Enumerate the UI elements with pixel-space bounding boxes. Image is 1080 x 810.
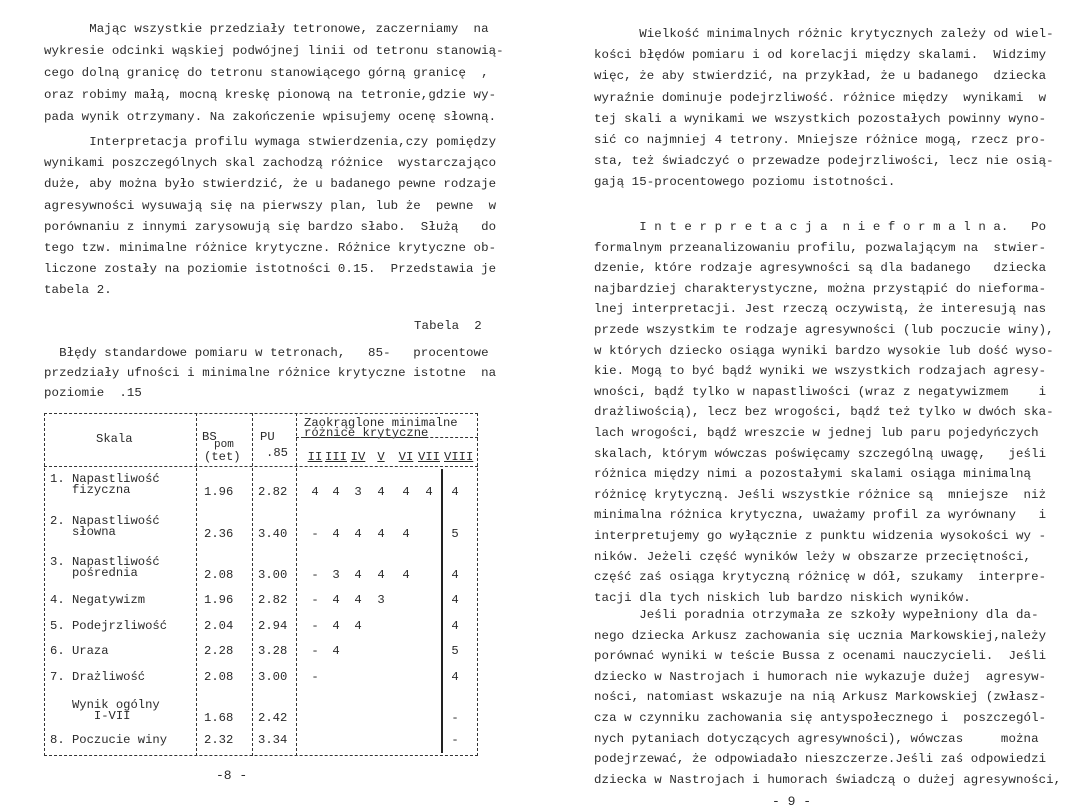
text-line: w których dziecko osiąga wyniki bardzo wysokie lub dość wyso- [594,343,1054,358]
scale-name: 4. Negatywizm [50,593,146,607]
text-line: wności, bądź tylko w napastliwości (wraz z negatywizmem i [594,384,1047,399]
scale-name-continued: słowna [50,525,116,539]
critical-difference: 4 [402,527,410,541]
critical-difference: 3 [354,485,362,499]
diff-column-header: VIII [444,450,474,464]
diff-column-header: VII [418,450,440,464]
scale-name: 1. Napastliwość [50,472,160,486]
header-pu-level: .85 [266,446,288,460]
bs-value: 2.28 [204,644,234,658]
text-line: tacji dla tych niskich lub bardzo niskich wyników. [594,590,971,605]
critical-difference: 4 [332,527,340,541]
text-line: najbardziej charakterystyczne, można przystąpić do nieforma- [594,281,1047,296]
text-line: Mając wszystkie przedziały tetronowe, zaczerniamy na [44,22,489,36]
pu-value: 2.82 [258,593,288,607]
text-line: cego dolną granicę do tetronu stanowiącego górną granicę , [44,66,489,80]
text-line: lnej interpretacji. Jest rzeczą oczywistą, że interesują nas [594,302,1047,317]
diff-column-header: II [307,450,323,464]
header-diff-group-line1: Zaokrąglone minimalne [304,416,458,430]
critical-difference: 4 [425,485,433,499]
col-divider-diffs [296,413,297,756]
critical-difference: 4 [332,593,340,607]
text-line: Błędy standardowe pomiaru w tetronach, 85- procentowe [44,346,489,360]
pu-value: 3.34 [258,733,288,747]
critical-difference-viii: 4 [451,568,459,582]
bs-value: 2.32 [204,733,234,747]
table-2 [44,413,478,756]
page-number: - 9 - [772,794,812,809]
table-top-border [44,413,478,414]
table-left-border [44,413,45,756]
critical-difference: 4 [377,568,385,582]
text-line: Wielkość minimalnych różnic krytycznych zależy od wiel- [594,27,1054,41]
text-line: przede wszystkim te rodzaje agresywności (lub poczucie winy), [594,323,1054,337]
critical-difference: - [311,670,319,684]
bs-value: 1.96 [204,593,234,607]
text-line: sta, też świadczyć o przewadze podejrzliwości, lecz nie osią- [594,154,1054,169]
text-line: sić co najmniej 4 tetrony. Mniejsze różnice mogą, rzecz pro- [594,133,1047,147]
table-bottom-border [44,755,478,756]
text-line: poziomie .15 [44,386,142,400]
text-line: kości błędów pomiaru i od korelacji między skalami. Widzimy [594,48,1047,63]
text-line: różnica między nimi a pozostałymi skalami osiąga minimalną [594,467,1032,482]
pu-value: 2.82 [258,485,288,499]
text-line: wykresie odcinki wąskiej podwójnej linii od tetronu stanowią- [44,44,504,58]
critical-difference: 4 [354,619,362,633]
critical-difference: - [311,527,319,541]
text-line: agresywności wysuwają się na pierwszy plan, lub że pewne w [44,198,497,213]
pu-value: 2.94 [258,619,288,633]
critical-difference: 4 [402,485,410,499]
text-line: przedziały ufności i minimalne różnice krytyczne istotne na [44,366,497,380]
table-label: Tabela 2 [414,319,482,333]
text-line: porównaniu z innymi zarysowują się bardzo słabo. Służą do [44,219,497,234]
scale-name: 6. Uraza [50,644,109,658]
text-line: minimalna różnica krytyczna, uważamy profil za wyrównany i [594,508,1047,523]
page-number: -8 - [216,768,248,783]
text-line: nych pytaniach dotyczących agresywności), wówczas można [594,731,1039,746]
text-line: liczone zostały na poziomie istotności 0.15. Przedstawia je [44,262,497,277]
header-bs: BS [202,430,217,444]
critical-difference-viii: 5 [451,644,459,658]
critical-difference: 4 [377,485,385,499]
critical-difference-viii: 4 [451,670,459,684]
text-line: dziecka w Nastrojach i humorach świadczą o dużej agresywności, [594,772,1062,787]
text-line: ników. Jeżeli część wyników leży w obszarze przeciętności, [594,549,1032,564]
text-line: I n t e r p r e t a c j a n i e f o r m a l n a. Po [594,220,1047,234]
text-line: podejrzewać, że odpowiadało nieszczerze.Jeśli zaś odpowiedzi [594,752,1047,767]
diff-column-header: IV [350,450,366,464]
critical-difference: 4 [332,485,340,499]
bs-value: 2.08 [204,670,234,684]
diff-column-header: VI [398,450,414,464]
text-line: wyraźnie dominuje podejrzliwość. różnice między wynikami w [594,90,1047,105]
text-line: różnicę krytyczną. Jeśli wszystkie różnice są mniejsze niż [594,487,1047,502]
critical-difference: 4 [311,485,319,499]
critical-difference: - [311,644,319,658]
text-line: dzenie, które rodzaje agresywności są dla badanego dziecka [594,261,1047,276]
scale-name: 7. Drażliwość [50,670,146,684]
text-line: formalnym przeanalizowaniu profilu, pozwalającym na stwier- [594,240,1047,255]
text-line: Jeśli poradnia otrzymała ze szkoły wypełniony dla da- [594,608,1039,622]
text-line: nego dziecka Arkusz zachowania się ucznia Markowskiej,należy [594,628,1047,643]
text-line: gają 15-procentowego poziomu istotności. [594,175,896,190]
pu-value: 2.42 [258,711,288,725]
critical-difference: - [311,593,319,607]
text-line: interpretujemy go wyłącznie z punktu widzenia wysokości wy - [594,529,1047,543]
critical-difference: 4 [332,619,340,633]
text-line: ności, natomiast wskazuje na nią Arkusz Markowskiej (zwłasz- [594,690,1047,705]
scale-name-continued: I-VII [50,709,131,723]
text-line: część zaś osiąga krytyczną różnicę w dół, szukamy interpre- [594,570,1047,585]
col-divider-bs [196,413,197,756]
text-line: wynikami poszczególnych skal zachodzą różnice wystarczająco [44,156,497,171]
header-pu: PU [260,430,275,444]
critical-difference: 4 [377,527,385,541]
bs-value: 2.36 [204,527,234,541]
text-line: kie. Mogą to być bądź wyniki we wszystkich rodzajach agresy- [594,364,1047,379]
header-bottom-border [44,466,478,467]
pu-value: 3.28 [258,644,288,658]
critical-difference-viii: 4 [451,485,459,499]
table-right-border [477,413,478,756]
critical-difference-viii: 5 [451,527,459,541]
text-line: cza w czynniku zachowania się antyspołecznego i poszczegól- [594,711,1047,725]
text-line: tego tzw. minimalne różnice krytyczne. Różnice krytyczne ob- [44,241,497,255]
critical-difference: 4 [354,568,362,582]
critical-difference-viii: 4 [451,619,459,633]
scale-name: 3. Napastliwość [50,555,160,569]
critical-difference: 4 [354,593,362,607]
header-bs-subscript: pom [214,439,234,451]
text-line: oraz robimy małą, mocną kreskę pionową na tetronie,gdzie wy- [44,88,497,102]
text-line: skalach, którym wówczas poświęcamy szczególną uwagę, jeśli [594,446,1047,461]
scale-name-continued: fizyczna [50,483,131,497]
header-diff-group-line2: różnice krytyczne [304,426,429,440]
left-page [0,0,530,810]
text-line: Interpretacja profilu wymaga stwierdzenia,czy pomiędzy [44,135,497,149]
text-line: duże, aby można było stwierdzić, że u badanego pewne rodzaje [44,177,497,192]
bs-value: 1.96 [204,485,234,499]
scale-name-continued: pośrednia [50,566,138,580]
text-line: porównać wyniki w teście Bussa z ocenami nauczycieli. Jeśli [594,649,1047,664]
critical-difference-viii: - [451,733,459,747]
pu-value: 3.40 [258,527,288,541]
header-bs-unit: (tet) [204,450,241,464]
critical-difference: - [311,568,319,582]
diff-column-header: V [377,450,385,464]
text-line: pada wynik otrzymany. Na zakończenie wpisujemy ocenę słowną. [44,110,497,124]
text-line: tej skali a wynikami we wszystkich pozostałych powinny wyno- [594,111,1047,126]
right-page [560,0,1080,810]
text-line: tabela 2. [44,283,112,298]
critical-difference: 4 [402,568,410,582]
scale-name: Wynik ogólny [50,698,160,712]
col-divider-pu [252,413,253,756]
diff-column-header: III [325,450,347,464]
scale-name: 2. Napastliwość [50,514,160,528]
critical-difference-viii: 4 [451,593,459,607]
critical-difference: 3 [332,568,340,582]
text-line: lach wrogości, bądź wreszcie w jednej lub paru pojedyńczych [594,426,1039,440]
header-scale: Skala [96,432,133,446]
bs-value: 2.04 [204,619,234,633]
scale-name: 8. Poczucie winy [50,733,168,747]
critical-difference-viii: - [451,711,459,725]
critical-difference: 4 [354,527,362,541]
critical-difference: 4 [332,644,340,658]
text-line: dziecko w Nastrojach i humorach nie wykazuje dużej agresyw- [594,669,1047,684]
pu-value: 3.00 [258,670,288,684]
critical-difference: - [311,619,319,633]
bs-value: 2.08 [204,568,234,582]
text-line: więc, że aby stwierdzić, na przykład, że u badanego dziecka [594,69,1047,84]
text-line: drażliwością), lecz bez wrogości, bądź też tylko w dwóch ska- [594,405,1054,420]
pu-value: 3.00 [258,568,288,582]
viii-solid-divider [441,469,443,753]
critical-difference: 3 [377,593,385,607]
bs-value: 1.68 [204,711,234,725]
scale-name: 5. Podejrzliwość [50,619,168,633]
